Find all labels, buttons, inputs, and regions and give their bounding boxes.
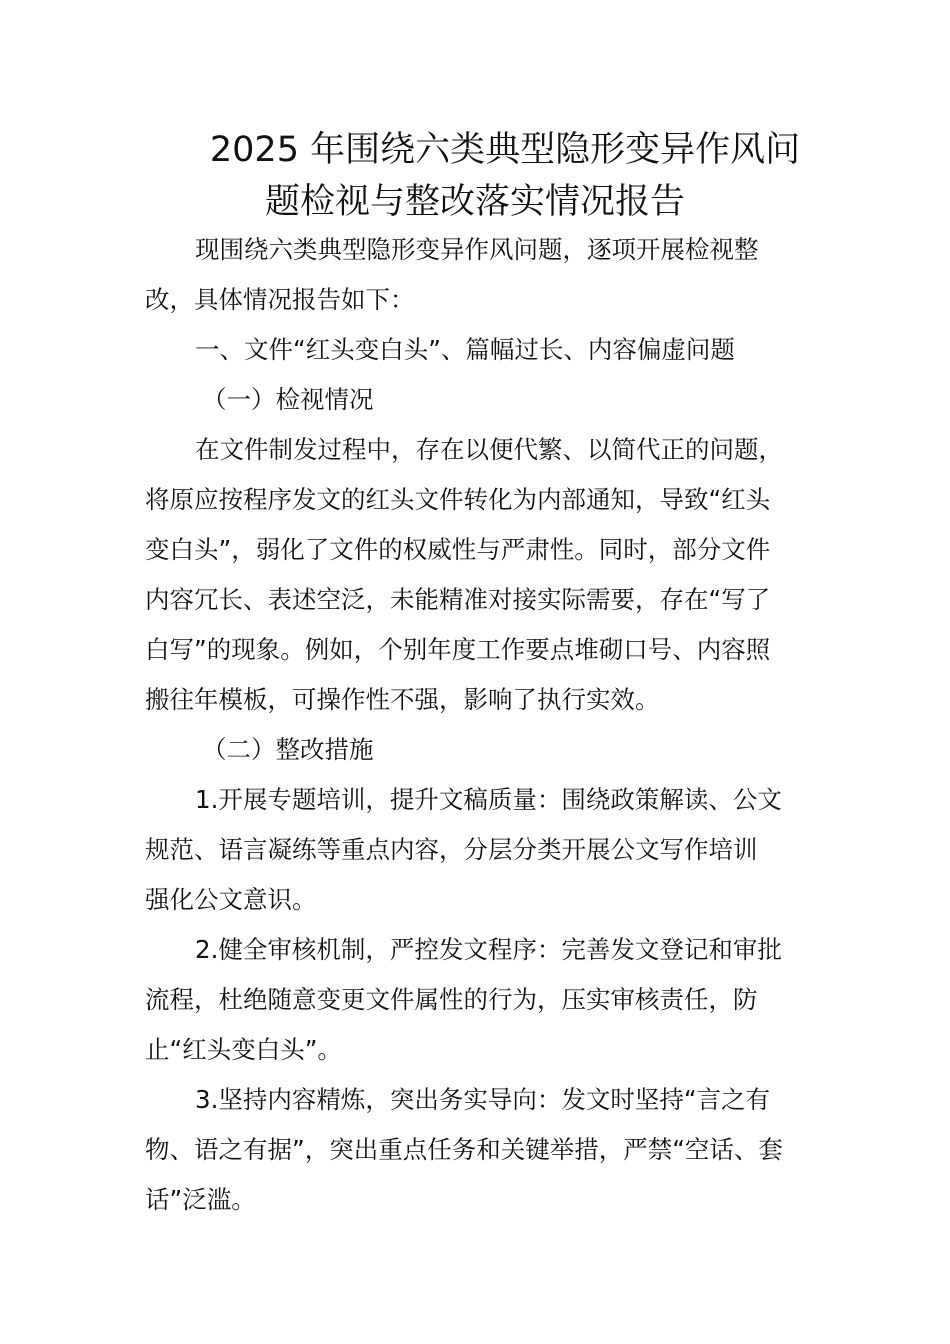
paragraph-line: 内容冗长、表述空泛，未能精准对接实际需要，存在“写了 (145, 585, 771, 614)
paragraph-line: 搬往年模板，可操作性不强，影响了执行实效。 (145, 685, 660, 714)
subsection-heading: （二）整改措施 (202, 735, 374, 764)
paragraph-line: 2.健全审核机制，严控发文程序：完善发文登记和审批 (195, 935, 782, 964)
paragraph-line: 规范、语言凝练等重点内容，分层分类开展公文写作培训 (145, 835, 758, 864)
paragraph-line: 3.坚持内容精炼，突出务实导向：发文时坚持“言之有 (195, 1085, 771, 1114)
document-title-line-1: 2025 年围绕六类典型隐形变异作风问 (209, 130, 801, 170)
paragraph-line: 1.开展专题培训，提升文稿质量：围绕政策解读、公文 (195, 785, 782, 814)
paragraph-line: 物、语之有据”，突出重点任务和关键举措，严禁“空话、套 (145, 1135, 783, 1164)
paragraph-line: 流程，杜绝随意变更文件属性的行为，压实审核责任，防 (145, 985, 758, 1014)
section-heading: 一、文件“红头变白头”、篇幅过长、内容偏虚问题 (195, 335, 735, 364)
subsection-heading: （一）检视情况 (202, 385, 374, 414)
paragraph-line: 改，具体情况报告如下： (145, 285, 415, 314)
paragraph-line: 现围绕六类典型隐形变异作风问题，逐项开展检视整 (195, 235, 759, 264)
paragraph-line: 话”泛滥。 (145, 1185, 256, 1214)
paragraph-line: 白写”的现象。例如，个别年度工作要点堆砌口号、内容照 (145, 635, 771, 664)
document-title-line-2: 题检视与整改落实情况报告 (264, 182, 685, 222)
paragraph-line: 止“红头变白头”。 (145, 1035, 342, 1064)
paragraph-line: 将原应按程序发文的红头文件转化为内部通知，导致“红头 (145, 485, 771, 514)
paragraph-line: 强化公文意识。 (145, 885, 317, 914)
paragraph-line: 变白头”，弱化了文件的权威性与严肃性。同时，部分文件 (145, 535, 771, 564)
paragraph-line: 在文件制发过程中，存在以便代繁、以简代正的问题， (195, 435, 783, 464)
